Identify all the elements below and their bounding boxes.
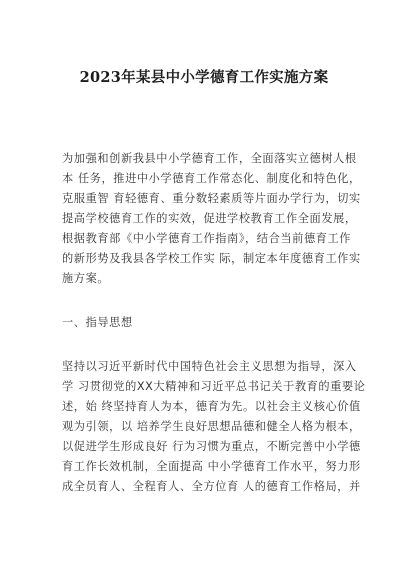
intro-line-6: 的新形势及我县各学校工作实 际，制定本年度德育工作实 <box>62 252 361 265</box>
intro-line-4: 提高学校德育工作的实效，促进学校教育工作全面发展， <box>62 212 357 225</box>
section1-line-1: 坚持以习近平新时代中国特色社会主义思想为指导，深入 <box>62 360 357 373</box>
intro-line-5: 根据教育部《中小学德育工作指南》，结合当前德育工作 <box>62 232 352 245</box>
section1-line-5: 以促进学生形成良好 行为习惯为重点，不断完善中小学德 <box>62 440 361 453</box>
section1-line-3: 述，始 终坚持育人为本，德育为先。以社会主义核心价值 <box>62 400 361 413</box>
section1-line-6: 育工作长效机制，全面提高 中小学德育工作水平，努力形 <box>62 460 361 473</box>
intro-line-2: 本 任务，推进中小学德育工作常态化、制度化和特色化， <box>62 172 361 185</box>
section1-line-7: 成全员育人、全程育人、全方位育 人的德育工作格局，并 <box>62 480 361 493</box>
intro-line-1: 为加强和创新我县中小学德育工作，全面落实立德树人根 <box>62 152 357 165</box>
section1-line-4: 观为引领，以 培养学生良好思想品德和健全人格为根本， <box>62 420 361 433</box>
intro-line-3: 克服重智 育轻德育、重分数轻素质等片面办学行为，切实 <box>62 192 361 205</box>
section-heading-guiding-ideology: 一、指导思想 <box>62 316 133 329</box>
intro-line-7: 施方案。 <box>62 272 110 285</box>
document-title: 2023年某县中小学德育工作实施方案 <box>79 69 329 86</box>
section1-line-2: 学 习贯彻党的XX大精神和习近平总书记关于教育的重要论 <box>62 380 366 393</box>
